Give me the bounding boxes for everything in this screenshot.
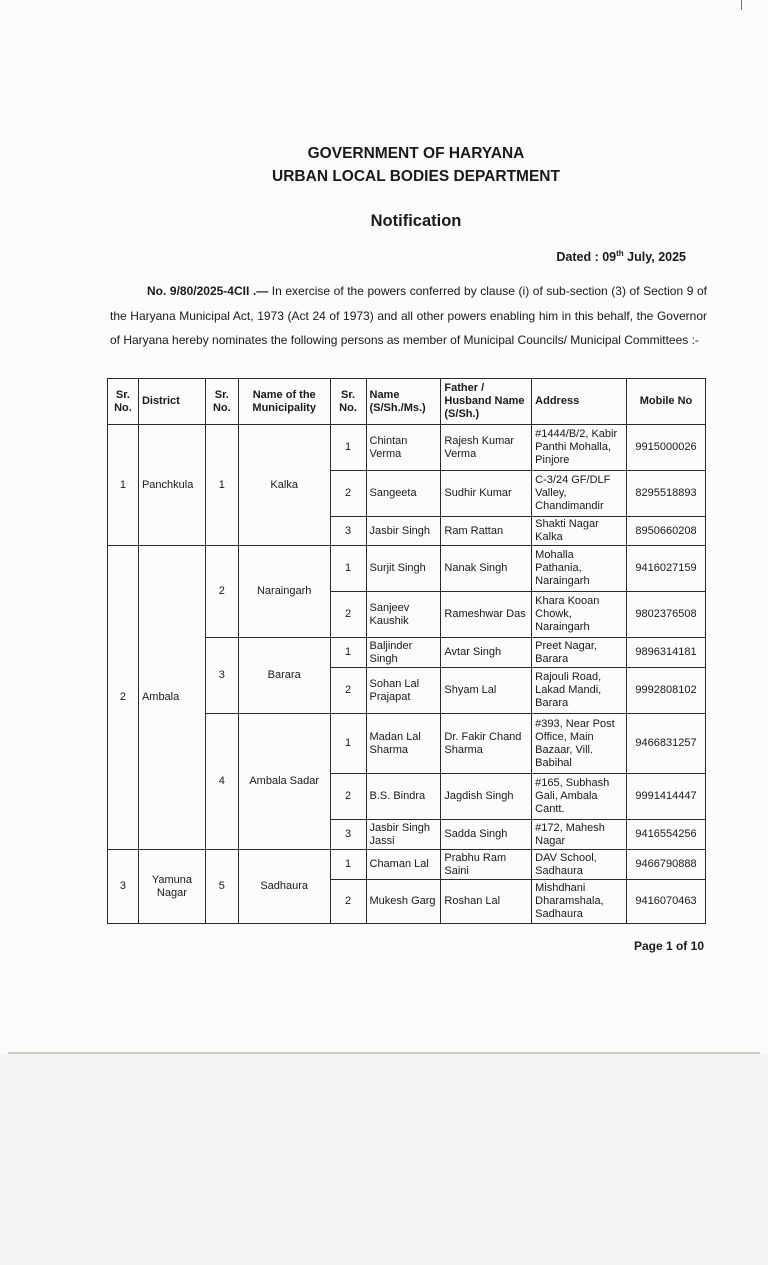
address: #172, Mahesh Nagar [532, 820, 627, 850]
mobile-no: 9802376508 [627, 592, 706, 638]
address: Khara Kooan Chowk, Naraingarh [532, 592, 627, 638]
municipality-cell: Ambala Sadar [238, 714, 330, 850]
person-sr: 2 [330, 592, 366, 638]
address: #165, Subhash Gali, Ambala Cantt. [532, 774, 627, 820]
nominees-table [107, 378, 706, 924]
father-name: Shyam Lal [441, 668, 532, 714]
mobile-no: 9466831257 [627, 714, 706, 774]
notification-body [110, 279, 707, 353]
mobile-no: 9991414447 [627, 774, 706, 820]
person-sr: 1 [330, 714, 366, 774]
person-sr: 1 [330, 546, 366, 592]
col-header: Mobile No [627, 379, 706, 425]
municipality-sr: 4 [205, 714, 238, 850]
district-cell: Yamuna Nagar [138, 850, 205, 924]
col-header: District [138, 379, 205, 425]
page-edge-shadow [8, 1052, 760, 1054]
municipality-sr: 3 [205, 638, 238, 714]
notification-number: No. 9/80/2025-4CII .— [147, 284, 269, 298]
person-sr: 2 [330, 668, 366, 714]
mobile-no: 8950660208 [627, 517, 706, 546]
father-name: Sadda Singh [441, 820, 532, 850]
person-sr: 1 [330, 638, 366, 668]
scan-mark [741, 0, 742, 10]
person-name: B.S. Bindra [366, 774, 441, 820]
father-name: Ram Rattan [441, 517, 532, 546]
notification-date: Dated : 09th July, 2025 [556, 249, 686, 265]
father-name: Sudhir Kumar [441, 471, 532, 517]
page-number: Page 1 of 10 [633, 939, 704, 953]
municipality-sr: 2 [205, 546, 238, 638]
person-sr: 1 [330, 425, 366, 471]
father-name: Dr. Fakir Chand Sharma [441, 714, 532, 774]
father-name: Nanak Singh [441, 546, 532, 592]
table-header-row [108, 379, 706, 425]
person-sr: 2 [330, 471, 366, 517]
municipality-cell: Sadhaura [238, 850, 330, 924]
mobile-no: 8295518893 [627, 471, 706, 517]
father-name: Rajesh Kumar Verma [441, 425, 532, 471]
address: Mishdhani Dharamshala, Sadhaura [532, 880, 627, 924]
district-sr: 1 [108, 425, 139, 546]
col-header: Address [532, 379, 627, 425]
mobile-no: 9416027159 [627, 546, 706, 592]
person-sr: 2 [330, 774, 366, 820]
col-header: Sr. No. [205, 379, 238, 425]
notification-title: Notification [370, 212, 462, 230]
person-sr: 2 [330, 880, 366, 924]
mobile-no: 9416070463 [627, 880, 706, 924]
address: Mohalla Pathania, Naraingarh [532, 546, 627, 592]
department-heading: URBAN LOCAL BODIES DEPARTMENT [272, 168, 560, 185]
municipality-sr: 1 [205, 425, 238, 546]
person-name: Jasbir Singh [366, 517, 441, 546]
person-sr: 3 [330, 820, 366, 850]
district-cell: Panchkula [138, 425, 205, 546]
person-name: Mukesh Garg [366, 880, 441, 924]
col-header: Father / Husband Name (S/Sh.) [441, 379, 532, 425]
person-name: Madan Lal Sharma [366, 714, 441, 774]
person-name: Sangeeta [366, 471, 441, 517]
address: Rajouli Road, Lakad Mandi, Barara [532, 668, 627, 714]
municipality-cell: Kalka [238, 425, 330, 546]
col-header: Sr. No. [330, 379, 366, 425]
mobile-no: 9915000026 [627, 425, 706, 471]
address: #1444/B/2, Kabir Panthi Mohalla, Pinjore [532, 425, 627, 471]
address: #393, Near Post Office, Main Bazaar, Vill. Babihal [532, 714, 627, 774]
father-name: Avtar Singh [441, 638, 532, 668]
father-name: Jagdish Singh [441, 774, 532, 820]
address: Shakti Nagar Kalka [532, 517, 627, 546]
notification-text: In exercise of the powers conferred by clause (i) of sub-section (3) of Section 9 of the Haryana Municipal Act, 1973 (Act 24 of 1973) and all other powers enabling him in this behalf, the Governor of Haryana hereby nominates the following persons as member of Municipal Councils/ Municipal Committees :- [110, 284, 707, 347]
municipality-cell: Naraingarh [238, 546, 330, 638]
father-name: Roshan Lal [441, 880, 532, 924]
district-sr: 3 [108, 850, 139, 924]
government-heading: GOVERNMENT OF HARYANA [307, 145, 525, 162]
district-sr: 2 [108, 546, 139, 850]
district-cell: Ambala [138, 546, 205, 850]
person-name: Sanjeev Kaushik [366, 592, 441, 638]
person-name: Surjit Singh [366, 546, 441, 592]
mobile-no: 9416554256 [627, 820, 706, 850]
father-name: Prabhu Ram Saini [441, 850, 532, 880]
person-sr: 3 [330, 517, 366, 546]
person-name: Chintan Verma [366, 425, 441, 471]
municipality-sr: 5 [205, 850, 238, 924]
person-name: Jasbir Singh Jassi [366, 820, 441, 850]
table-row [108, 425, 706, 471]
table-row [108, 850, 706, 880]
mobile-no: 9466790888 [627, 850, 706, 880]
person-name: Chaman Lal [366, 850, 441, 880]
col-header: Sr. No. [108, 379, 139, 425]
address: Preet Nagar, Barara [532, 638, 627, 668]
table-row [108, 546, 706, 592]
municipality-cell: Barara [238, 638, 330, 714]
person-name: Sohan Lal Prajapat [366, 668, 441, 714]
person-sr: 1 [330, 850, 366, 880]
address: C-3/24 GF/DLF Valley, Chandimandir [532, 471, 627, 517]
col-header: Name (S/Sh./Ms.) [366, 379, 441, 425]
person-name: Baljinder Singh [366, 638, 441, 668]
father-name: Rameshwar Das [441, 592, 532, 638]
mobile-no: 9896314181 [627, 638, 706, 668]
mobile-no: 9992808102 [627, 668, 706, 714]
col-header: Name of the Municipality [238, 379, 330, 425]
address: DAV School, Sadhaura [532, 850, 627, 880]
